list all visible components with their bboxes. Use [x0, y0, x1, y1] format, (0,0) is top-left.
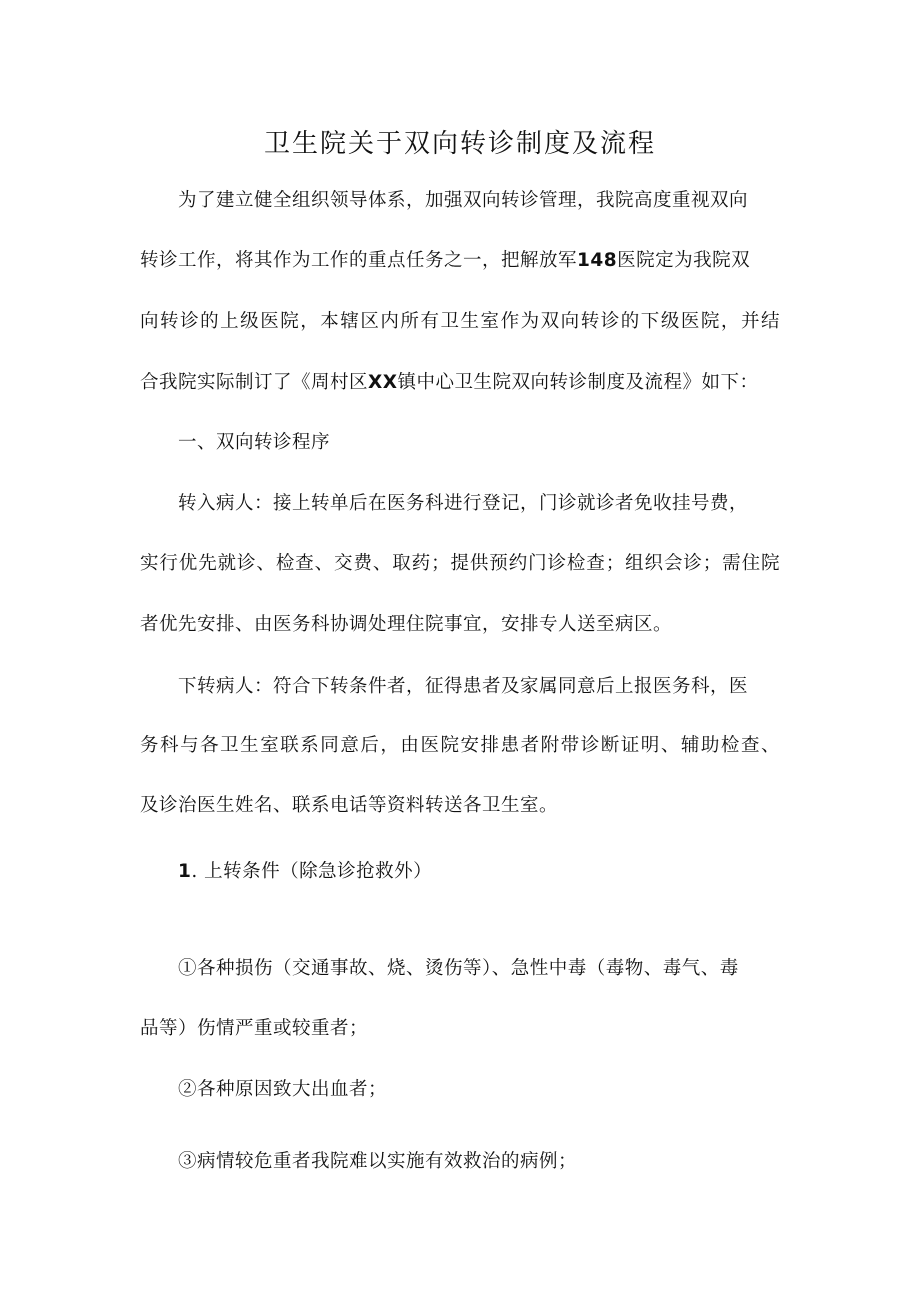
intro-line-3: 向转诊的上级医院，本辖区内所有卫生室作为双向转诊的下级医院，并结: [140, 311, 780, 332]
transfer-out-line-2: 务科与各卫生室联系同意后，由医院安排患者附带诊断证明、辅助检查、: [140, 735, 780, 756]
intro-line-2-text-a: 转诊工作，将其作为工作的重点任务之一，把解放军: [140, 250, 578, 271]
transfer-in-line-2: 实行优先就诊、检查、交费、取药；提供预约门诊检查；组织会诊；需住院: [140, 553, 780, 574]
intro-line-2: [140, 246, 750, 276]
intro-line-4-text-b: 镇中心卫生院双向转诊制度及流程》如下：: [397, 372, 759, 393]
document-title: 卫生院关于双向转诊制度及流程: [263, 129, 656, 159]
town-placeholder: XX: [368, 372, 398, 393]
section-heading-procedure: 一、双向转诊程序: [178, 432, 331, 453]
condition-1-line-1: ①各种损伤（交通事故、烧、烫伤等）、急性中毒（毒物、毒气、毒: [178, 958, 739, 979]
upward-conditions-heading: [178, 857, 432, 887]
transfer-out-line-3: 及诊治医生姓名、联系电话等资料转送各卫生室。: [140, 795, 559, 816]
intro-line-1: 为了建立健全组织领导体系，加强双向转诊管理，我院高度重视双向: [178, 190, 749, 211]
condition-1-line-2: 品等）伤情严重或较重者；: [140, 1018, 369, 1039]
hospital-number: 148: [577, 250, 618, 271]
transfer-out-line-1: 下转病人：符合下转条件者，征得患者及家属同意后上报医务科，医: [178, 676, 749, 697]
upward-conditions-heading-text: . 上转条件（除急诊抢救外）: [191, 861, 433, 882]
intro-line-4-text-a: 合我院实际制订了《周村区: [140, 372, 369, 393]
intro-line-2-text-b: 医院定为我院双: [617, 250, 751, 271]
transfer-in-line-1: 转入病人：接上转单后在医务科进行登记，门诊就诊者免收挂号费，: [178, 493, 749, 514]
transfer-in-line-3: 者优先安排、由医务科协调处理住院事宜，安排专人送至病区。: [140, 614, 673, 635]
upward-conditions-number: 1: [178, 861, 192, 882]
condition-2: ②各种原因致大出血者；: [178, 1079, 388, 1100]
condition-3: ③病情较危重者我院难以实施有效救治的病例；: [178, 1151, 578, 1172]
intro-line-4: [140, 368, 759, 398]
